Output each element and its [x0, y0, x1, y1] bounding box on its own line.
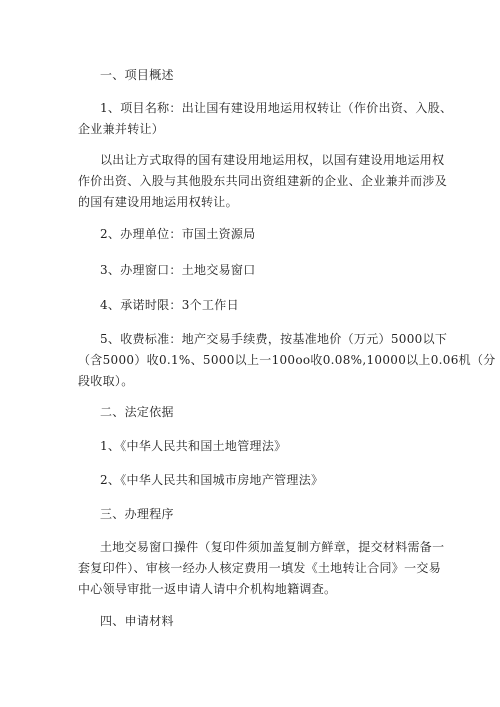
- item-project-name-cont: 企业兼并转让）: [78, 122, 165, 136]
- law-reference: 2、《中华人民共和国城市房地产管理法》: [100, 473, 324, 487]
- item-fee-standard-cont: 段收取）。: [78, 374, 134, 388]
- section-heading-overview: 一、项目概述: [100, 68, 174, 82]
- procedure-paragraph-line: 土地交易窗口操件（复印件须加盖复制方鲜章，提交材料需备一: [100, 540, 445, 554]
- item-project-name: 1、项目名称：出让国有建设用地运用权转让（作价出资、入股、: [100, 101, 453, 115]
- item-handling-window: 3、办理窗口：土地交易窗口: [100, 263, 256, 277]
- procedure-paragraph-line: 套复印件）、审核一经办人核定费用一填发《土地转让合同》一交易: [78, 561, 442, 575]
- description-paragraph-line: 作价出资、入股与其他股东共同出资组建新的企业、企业兼并而涉及: [78, 174, 448, 188]
- item-fee-standard-cont: （含5000）收0.1%、5000以上一100oo收0.08%,10000以上0.06机（分: [78, 353, 496, 367]
- item-promised-time: 4、承诺时限：3个工作日: [100, 298, 239, 312]
- procedure-paragraph-line: 中心领导审批一返申请人请中介机构地籍调查。: [78, 582, 337, 596]
- item-handling-unit: 2、办理单位：市国土资源局: [100, 227, 256, 241]
- item-fee-standard: 5、收费标准：地产交易手续费，按基准地价（万元）5000以下: [100, 332, 448, 346]
- description-paragraph-line: 以出让方式取得的国有建设用地运用权，以国有建设用地运用权: [100, 153, 445, 167]
- section-heading-materials: 四、申请材料: [100, 614, 174, 628]
- section-heading-procedure: 三、办理程序: [100, 507, 174, 521]
- law-reference: 1、《中华人民共和国土地管理法》: [100, 439, 287, 453]
- description-paragraph-line: 的国有建设用地运用权转让。: [78, 195, 238, 209]
- section-heading-legal-basis: 二、法定依据: [100, 405, 174, 419]
